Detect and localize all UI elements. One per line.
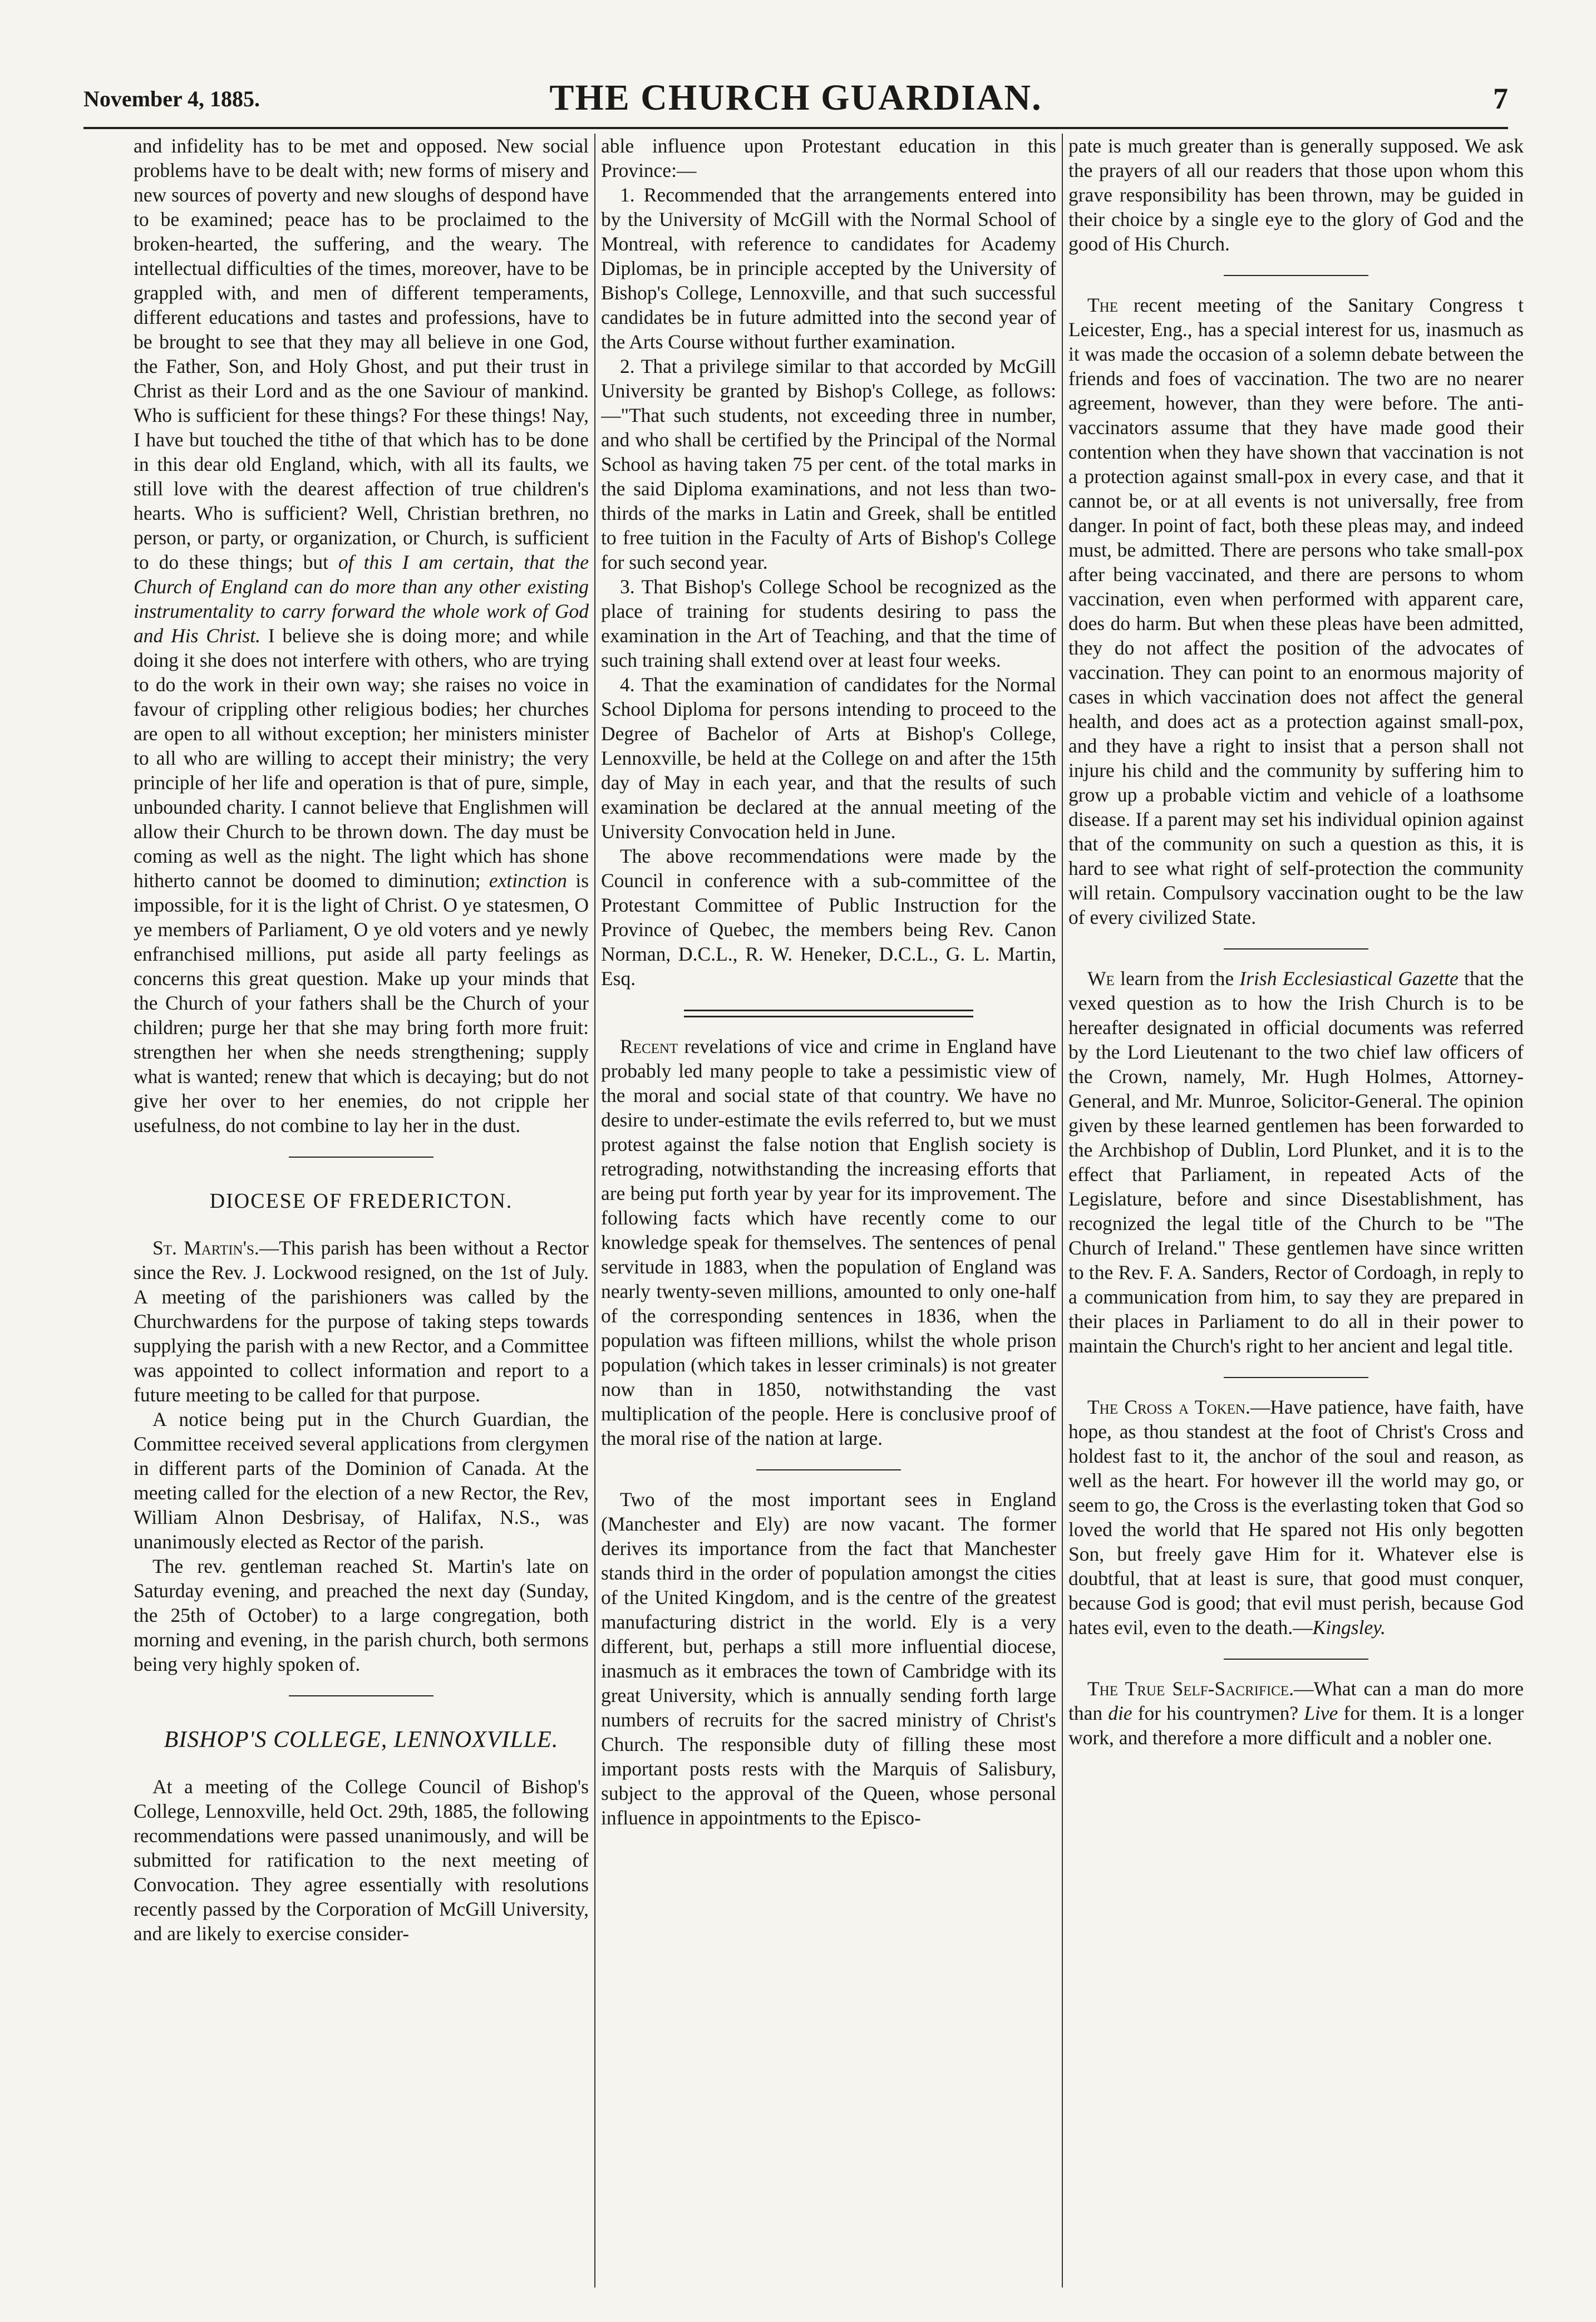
section-divider: [1224, 1377, 1368, 1378]
masthead-rule: [83, 127, 1508, 129]
section-divider: [1224, 275, 1368, 276]
article-paragraph: Two of the most important sees in England (Manchester and Ely) are now vacant. The former derives its importance from the fact that Manchester stands third in the order of population amongst the cities of the United Kingdom, and is the centre of the greatest manufacturing district in the world. Ely is a very different, but, perhaps a still more influential diocese, inasmuch as it embraces the town of Cambridge with its great University, which is annually sending forth large numbers of recruits for the sacred ministry of Christ's Church. The responsible duty of filling these most important posts rests with the Marquis of Salisbury, subject to the approval of the Queen, whose personal influence in appointments to the Episco-: [601, 1488, 1056, 1829]
issue-date: November 4, 1885.: [83, 86, 260, 111]
article-paragraph: pate is much greater than is generally supposed. We ask the prayers of all our readers that those upon whom this grave responsibility has been thrown, may be guided in their choice by a single eye to the glory of God and the good of His Church.: [1068, 135, 1524, 255]
article-paragraph: The Cross a Token.—Have patience, have faith, have hope, as thou standest at the foot of Christ's Cross and holdest fast to it, the anchor of the soul and reason, as well as the heart. For however ill the world may go, or seem to go, the Cross is the everlasting token that God so loved the world that He spared not His only begotten Son, but freely gave Him for it. Whatever else is doubtful, that at least is sure, that good must conquer, because God is good; that evil must perish, because God hates evil, even to the death.—Kingsley.: [1068, 1396, 1524, 1639]
section-heading-fredericton: DIOCESE OF FREDERICTON.: [209, 1189, 513, 1213]
article-paragraph: The recent meeting of the Sanitary Congress t Leicester, Eng., has a special interest for us, inasmuch as it was made the occasion of a solemn debate between the friends and foes of vaccination. The two are no nearer agreement, however, than they were before. The anti-vaccinators assume that they have made good their contention when they have shown that vaccination is not a protection against small-pox in every case, and that it cannot be, or at all events is not universally, free from danger. In point of fact, both these pleas may, and indeed must, be admitted. There are persons who take small-pox after being vaccinated, and there are persons to whom vaccination, even when performed with apparent care, does do harm. But when these pleas have been admitted, they do not affect the position of the advocates of vaccination. They can point to an enormous majority of cases in which vaccination does not affect the general health, and does act as a protection against small-pox, and they have a right to insist that a person shall not injure his child and the community by suffering him to grow up a probable victim and vehicle of a loathsome disease. If a parent may set his individual opinion against that of the community on such a question as this, it is hard to see what right of self-protection the community will retain. Compulsory vaccination ought to be the law of every civilized State.: [1068, 294, 1524, 928]
section-divider: [289, 1157, 434, 1158]
section-divider: [1224, 948, 1368, 950]
article-paragraph: The rev. gentleman reached St. Martin's late on Saturday evening, and preached the next day (Sunday, the 25th of October) to a large congregation, both morning and evening, in the parish church, both sermons being very highly spoken of.: [134, 1555, 589, 1675]
article-paragraph: St. Martin's.—This parish has been without a Rector since the Rev. J. Lockwood resigned, on the 1st of July. A meeting of the parishioners was called by the Churchwardens for the purpose of taking steps towards supplying the parish with a new Rector, and a Committee was appointed to collect information and report to a future meeting to be called for that purpose.: [134, 1237, 589, 1406]
article-paragraph: Recent revelations of vice and crime in England have probably led many people to take a pessimistic view of the moral and social state of that country. We have no desire to under-estimate the evils referred to, but we must protest against the false notion that English society is retrograding, notwithstanding the increasing efforts that are being put forth year by year for its improvement. The following facts which have recently come to our knowledge speak for themselves. The sentences of penal servitude in 1883, when the population of England was nearly twenty-seven millions, amounted to only one-half of the corresponding sentences in 1836, when the population was fifteen millions, whilst the whole prison population (which takes in lesser criminals) is not greater now than in 1850, notwithstanding the vast multiplication of the people. Here is conclusive proof of the moral rise of the nation at large.: [601, 1035, 1056, 1449]
section-divider: [756, 1469, 901, 1470]
section-divider: [289, 1695, 434, 1696]
article-paragraph: and infidelity has to be met and opposed. New social problems have to be dealt with; new forms of misery and new sources of poverty and new sloughs of despond have to be examined; peace has to be proclaimed to the broken-hearted, the suffering, and the weary. The intellectual difficulties of the times, moreover, have to be grappled with, and men of different temperaments, different educations and tastes and professions, have to be brought to see that they may all believe in one God, the Father, Son, and Holy Ghost, and put their trust in Christ as their Lord and as the one Saviour of mankind. Who is sufficient for these things? For these things! Nay, I have but touched the tithe of that which has to be done in this dear old England, which, with all its faults, we still love with the dearest affection of true children's hearts. Who is sufficient? Well, Christian brethren, no person, or party, or organization, or Church, is sufficient to do these things; but of this I am certain, that the Church of England can do more than any other existing instrumentality to carry forward the whole work of God and His Christ. I believe she is doing more; and while doing it she does not interfere with others, who are trying to do the work in their own way; she raises no voice in favour of crippling other religious bodies; her churches are open to all without exception; her ministers minister to all who are willing to accept their ministry; the very principle of her life and operation is that of pure, simple, unbounded charity. I cannot believe that Englishmen will allow their Church to be thrown down. The day must be coming as well as the night. The light which has shone hitherto cannot be doomed to diminution; extinction is impossible, for it is the light of Christ. O ye statesmen, O ye members of Parliament, O ye old voters and ye newly enfranchised millions, put aside all party feelings as concerns this great question. Make up your minds that the Church of your fathers shall be the Church of your children; purge her that she may bring forth more fruit: strengthen her when she needs strengthening; supply what is wanted; renew that which is decaying; but do not give her over to her enemies, do not cripple her usefulness, do not combine to lay her in the dust.: [134, 135, 589, 1137]
article-paragraph: able influence upon Protestant education in this Province:—: [601, 135, 1056, 181]
column-2: [601, 134, 1056, 2287]
newspaper-title: THE CHURCH GUARDIAN.: [549, 77, 1042, 118]
column-divider: [594, 134, 595, 2287]
article-paragraph: A notice being put in the Church Guardian, the Committee received several applications from clergymen in different parts of the Dominion of Canada. At the meeting called for the election of a new Rector, the Rev, William Alnon Desbrisay, of Halifax, N.S., was unanimously elected as Rector of the parish.: [134, 1408, 589, 1553]
section-divider: [684, 1010, 973, 1017]
column-1: [134, 134, 589, 2287]
article-paragraph: The above recommendations were made by the Council in conference with a sub-committee of the Protestant Committee of Public Instruction for the Province of Quebec, the members being Rev. Canon Norman, D.C.L., R. W. Heneker, D.C.L., G. L. Martin, Esq.: [601, 845, 1056, 990]
article-paragraph: At a meeting of the College Council of Bishop's College, Lennoxville, held Oct. 29th, 1885, the following recommendations were passed unanimously, and will be submitted for ratification to the next meeting of Convocation. They agree essentially with resolutions recently passed by the Corporation of McGill University, and are likely to exercise consider-: [134, 1775, 589, 1945]
section-heading-bishops-college: BISHOP'S COLLEGE, LENNOXVILLE.: [164, 1727, 559, 1753]
masthead: [83, 72, 1508, 122]
list-item: 3. That Bishop's College School be recognized as the place of training for students desiring to pass the examination in the Art of Teaching, and that the time of such training shall extend over at least four weeks.: [601, 575, 1056, 671]
list-item: 1. Recommended that the arrangements entered into by the University of McGill with the Normal School of Montreal, with reference to candidates for Academy Diplomas, be in principle accepted by the University of Bishop's College, Lennoxville, and that such successful candidates be in future admitted into the second year of the Arts Course without further examination.: [601, 184, 1056, 353]
page-number: 7: [1493, 82, 1508, 115]
section-divider: [1224, 1659, 1368, 1660]
list-item: 4. That the examination of candidates for the Normal School Diploma for persons intending to proceed to the Degree of Bachelor of Arts at Bishop's College, Lennoxville, be held at the College on and after the 15th day of May in each year, and that the results of such examination be declared at the annual meeting of the University Convocation held in June.: [601, 673, 1056, 843]
article-paragraph: We learn from the Irish Ecclesiastical Gazette that the vexed question as to how the Irish Church is to be hereafter designated in official documents was referred by the Lord Lieutenant to the two chief law officers of the Crown, namely, Mr. Hugh Holmes, Attorney-General, and Mr. Munroe, Solicitor-General. The opinion given by these learned gentlemen has been forwarded to the Archbishop of Dublin, Lord Plunket, and it is to the effect that Parliament, in repeated Acts of the Legislature, before and since Disestablishment, has recognized the legal title of the Church to be "The Church of Ireland." These gentlemen have since written to the Rev. F. A. Sanders, Rector of Cordoagh, in reply to a communication from him, to say they are prepared in their places in Parliament to do all in their power to maintain the Church's right to her ancient and legal title.: [1068, 967, 1524, 1357]
column-3: [1068, 134, 1524, 2287]
list-item: 2. That a privilege similar to that accorded by McGill University be granted by Bishop's College, as follows:—"That such students, not exceeding three in number, and who shall be certified by the Principal of the Normal School as having taken 75 per cent. of the total marks in the said Diploma examinations, and not less than two-thirds of the marks in Latin and Greek, shall be entitled to free tuition in the Faculty of Arts of Bishop's College for such second year.: [601, 355, 1056, 573]
recommendations-list: [601, 183, 1056, 844]
article-paragraph: The True Self-Sacrifice.—What can a man do more than die for his countrymen? Live for them. It is a longer work, and therefore a more difficult and a nobler one.: [1068, 1677, 1524, 1749]
column-divider: [1062, 134, 1063, 2287]
